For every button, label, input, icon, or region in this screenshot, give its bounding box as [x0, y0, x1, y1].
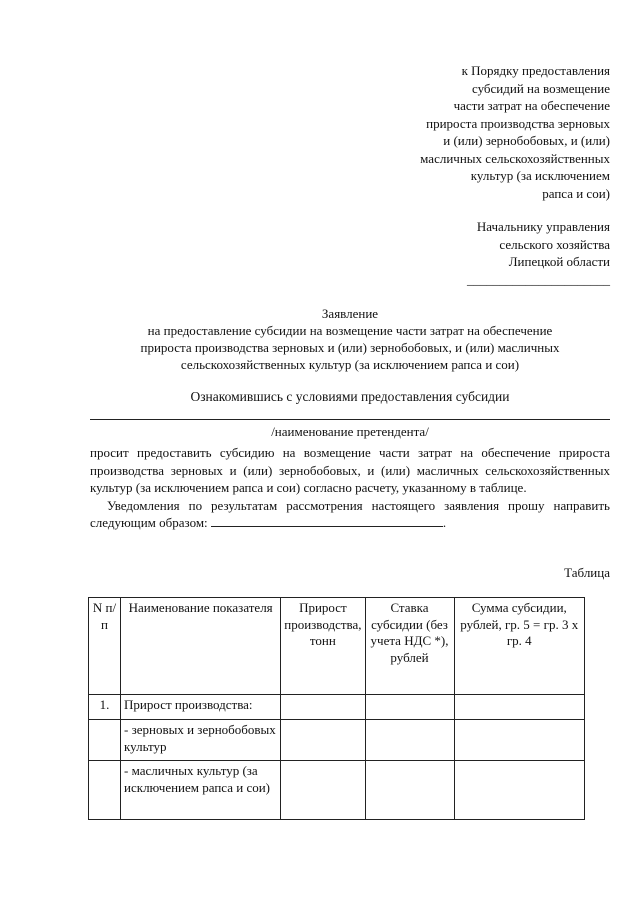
- header-growth: Прирост производства, тонн: [281, 598, 365, 695]
- table-row: [89, 720, 585, 761]
- cell-indicator: Прирост производства:: [121, 695, 281, 720]
- appendix-line: и (или) зернобобовых, и (или): [443, 133, 610, 148]
- table-header-row: [89, 598, 585, 695]
- cell-rate[interactable]: [365, 720, 454, 761]
- appendix-line: части затрат на обеспечение: [453, 98, 610, 113]
- cell-number: 1.: [89, 695, 121, 720]
- subsidy-table: [88, 597, 585, 820]
- title-line: сельскохозяйственных культур (за исключением рапса и сои): [180, 357, 520, 372]
- appendix-line: к Порядку предоставления: [461, 63, 610, 78]
- cell-amount[interactable]: [454, 761, 585, 820]
- header-amount: Сумма субсидии, рублей, гр. 5 = гр. 3 x гр. 4: [454, 598, 585, 695]
- header-rate: Ставка субсидии (без учета НДС *), рублей: [365, 598, 454, 695]
- notification-blank: [211, 515, 443, 527]
- cell-number: [89, 761, 121, 820]
- cell-rate[interactable]: [365, 695, 454, 720]
- document-title: [90, 305, 610, 373]
- addressee-block: [467, 218, 610, 288]
- cell-growth[interactable]: [281, 720, 365, 761]
- appendix-line: рапса и сои): [542, 185, 610, 201]
- cell-indicator: - масличных культур (за исключением рапса и сои): [121, 761, 281, 820]
- appendix-reference: [420, 62, 610, 202]
- title-heading: Заявление: [321, 306, 379, 321]
- appendix-line: прироста производства зерновых: [426, 115, 610, 131]
- cell-rate[interactable]: [365, 761, 454, 820]
- appendix-line: масличных сельскохозяйственных: [420, 150, 610, 166]
- appendix-line: субсидий на возмещение: [472, 80, 610, 96]
- cell-number: [89, 720, 121, 761]
- cell-indicator: - зерновых и зернобобовых культур: [121, 720, 281, 761]
- notification-text: Уведомления по результатам рассмотрения настоящего заявления прошу направить следующим образом:: [90, 497, 610, 530]
- title-line: на предоставление субсидии на возмещение части затрат на обеспечение: [147, 323, 553, 338]
- header-indicator: Наименование показателя: [121, 598, 281, 695]
- cell-growth[interactable]: [281, 695, 365, 720]
- appendix-line: культур (за исключением: [470, 168, 610, 183]
- table-row: [89, 695, 585, 720]
- notification-paragraph: [90, 497, 610, 532]
- addressee-line: Липецкой области: [508, 254, 610, 269]
- request-body: [90, 444, 610, 532]
- title-line: прироста производства зерновых и (или) зернобобовых, и (или) масличных: [140, 340, 560, 355]
- notification-end: .: [442, 515, 447, 530]
- cell-growth[interactable]: [281, 761, 365, 820]
- header-number: N п/п: [89, 598, 121, 695]
- applicant-name-line: [90, 419, 610, 420]
- addressee-line: Начальнику управления: [476, 219, 610, 234]
- applicant-caption: /наименование претендента/: [271, 424, 429, 439]
- cell-amount[interactable]: [454, 720, 585, 761]
- table-caption: Таблица: [564, 565, 610, 580]
- intro-familiar: Ознакомившись с условиями предоставления субсидии: [190, 389, 510, 404]
- table-row: [89, 761, 585, 820]
- request-paragraph: просит предоставить субсидию на возмещение части затрат на обеспечение прироста производства зерновых и (или) зернобобовых, и (или) масличных сельскохозяйственных культур (за исключением рапса и сои) согласно расчету, указанному в таблице.: [90, 445, 610, 495]
- cell-amount[interactable]: [454, 695, 585, 720]
- addressee-signature-blank: ______________________: [467, 271, 610, 287]
- addressee-line: сельского хозяйства: [499, 236, 610, 252]
